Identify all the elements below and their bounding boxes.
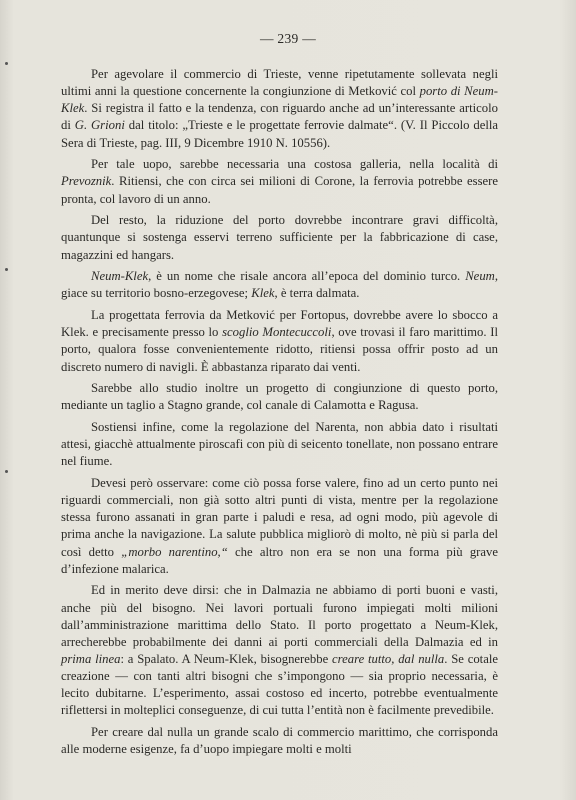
paragraph [61, 419, 498, 470]
text-run: . Si registra il fatto e la tendenza, con riguardo anche ad un’interessante articolo di [61, 101, 498, 133]
margin-mark [5, 268, 8, 271]
italic-text: creare tutto, dal nulla [332, 652, 445, 666]
text-run: Per creare dal nulla un grande scalo di commercio marittimo, che corrisponda alle moderne esigenze, fa d’uopo impiegare molti e molti [61, 725, 498, 757]
italic-text: Neum [465, 269, 495, 284]
text-run: : a Spalato. A Neum-Klek, bisognerebbe [120, 652, 333, 666]
text-run: Per tale uopo, sarebbe necessaria una costosa galleria, nella località di [91, 157, 498, 172]
italic-text: „morbo narentino,“ [121, 544, 228, 559]
paragraph [61, 212, 498, 263]
text-run: , è un nome che risale ancora all’epoca del dominio turco. [148, 269, 466, 284]
text-run: Ed in merito deve dirsi: che in Dalmazia ne abbiamo di porti buoni e vasti, anche più del bisogno. Nei lavori portuali furono impiegati molti milioni dall’amministrazione marittima dello Stato. Il porto progettato a Neum-Klek, arrecherebbe probabilmente dei danni ai porti commerciali della Dalmazia ed in [61, 583, 498, 649]
text-run: Sostiensi infine, come la regolazione del Narenta, non abbia dato i risultati attesi, giacchè attualmente piroscafi con più di seicento tonellate, non possano entrare nel fiume. [61, 419, 498, 469]
italic-text: G. Grioni [74, 118, 125, 133]
text-run: Sarebbe allo studio inoltre un progetto di congiunzione di questo porto, mediante un taglio a Stagno grande, col canale di Calamotta e Ragusa. [61, 381, 498, 413]
paragraph [61, 66, 498, 152]
text-run: Del resto, la riduzione del porto dovrebbe incontrare gravi difficoltà, quantunque si sostenga esservi terreno sufficiente per la fabbricazione di case, magazzini ed hangars. [61, 213, 498, 262]
text-run: . Ritiensi, che con circa sei milioni di Corone, la ferrovia potrebbe essere pronta, col lavoro di un anno. [61, 174, 498, 206]
text-run: Devesi però osservare: come ciò possa forse valere, fino ad un certo punto nei riguardi commerciali, non già sotto altri punti di vista, mentre per la regolazione stessa furono assanati in gran parte i paludi e resa, ad ogni modo, più agevole di prima anche la navigazione. La salute pubblica migliorò di molto, nè più si parla del così detto [61, 475, 498, 559]
italic-text: porto di Neum-Klek [61, 84, 498, 116]
paragraph [61, 582, 498, 719]
text-run: dal titolo: „Trieste e le progettate ferrovie dalmate“. (V. Il Piccolo della Sera di Trieste, pag. III, 9 Dicembre 1910 N. 10556). [61, 118, 499, 150]
italic-text: scoglio Montecuccoli [222, 325, 332, 340]
margin-mark [5, 62, 8, 65]
italic-text: prima linea [61, 652, 121, 666]
paragraph [61, 268, 498, 302]
paragraph [61, 380, 498, 414]
italic-text: Neum-Klek [91, 269, 149, 284]
paragraph [61, 156, 498, 207]
text-run: , ove trovasi il faro marittimo. Il porto, qualora fosse convenientemente ridotto, ritiensi possa offrir posto ad un discreto numero di navigli. È abbastanza riparato dai venti. [61, 325, 498, 374]
italic-text: Klek [251, 286, 275, 301]
text-run: che altro non era se non una forma più grave d’infezione malarica. [61, 544, 498, 576]
paragraph [61, 475, 498, 578]
margin-mark [5, 470, 8, 473]
text-run: , è terra dalmata. [274, 286, 360, 301]
text-run: La progettata ferrovia da Metković per Fortopus, dovrebbe avere lo sbocco a Klek. e precisamente presso lo [61, 308, 498, 340]
paragraph [61, 724, 498, 758]
text-run: . Se cotale creazione — con tanti altri bisogni che s’impongono — sia proprio necessaria, è lecito dubitarne. L’esperimento, assai costoso ed incerto, potrebbe eventualmente riflettersi in molteplici conseguenze, di cui tutta l’entità non è facilmente prevedibile. [61, 652, 498, 718]
text-run: Per agevolare il commercio di Trieste, venne ripetutamente sollevata negli ultimi anni la questione concernente la congiunzione di Metković col [61, 67, 498, 99]
text-run: , giace su territorio bosno-erzegovese; [61, 269, 498, 301]
paragraph [61, 307, 498, 376]
italic-text: Prevoznik [61, 174, 112, 189]
body-text [61, 66, 498, 763]
page-number: — 239 — [259, 31, 317, 46]
